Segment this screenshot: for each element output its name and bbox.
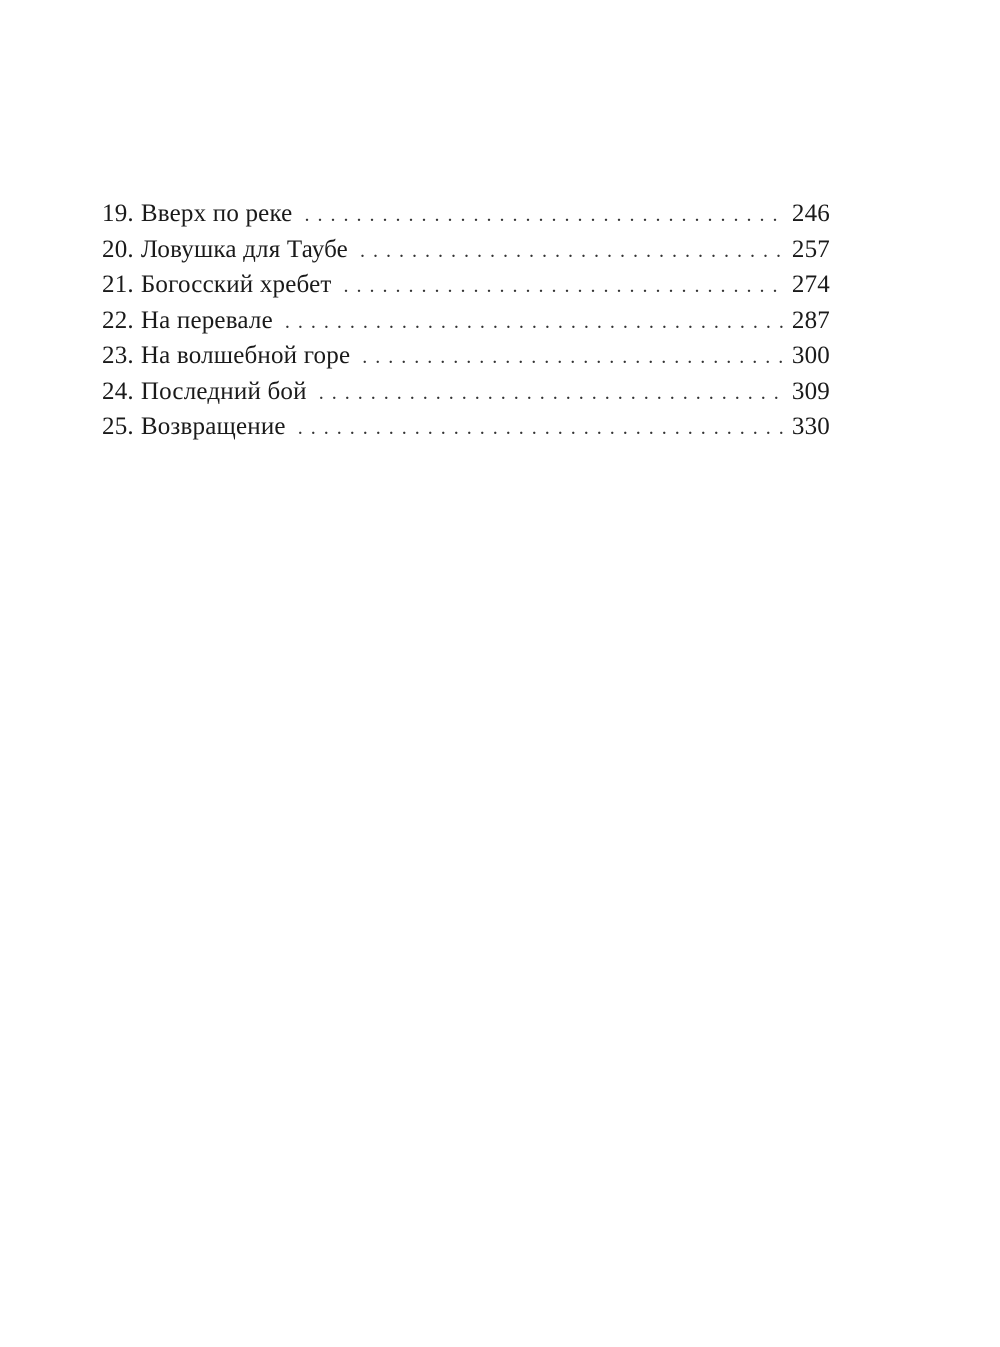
chapter-title: Вверх по реке: [140, 200, 293, 227]
chapter-number: 23.: [102, 342, 134, 369]
toc-entry: [102, 409, 830, 445]
chapter-title: Возвращение: [140, 413, 286, 440]
chapter-number: 25.: [102, 413, 134, 440]
toc-entry: [102, 267, 830, 303]
page-number: 300: [791, 342, 830, 369]
dot-leader: [360, 234, 784, 270]
page-number: 287: [791, 306, 830, 334]
toc-entry: [102, 232, 830, 268]
dot-leader: [285, 305, 784, 341]
dot-leader: [344, 269, 784, 305]
toc-entry: [102, 374, 830, 410]
toc-entry: [102, 338, 830, 374]
chapter-title: Ловушка для Таубе: [140, 235, 348, 263]
page-number: 330: [791, 413, 830, 440]
page-number: 246: [791, 200, 830, 227]
chapter-number: 20.: [102, 235, 134, 263]
chapter-title: Последний бой: [140, 377, 307, 405]
table-of-contents: [102, 196, 830, 445]
toc-entry: [102, 303, 830, 339]
page-number: 274: [791, 271, 830, 298]
chapter-title: На волшебной горе: [140, 342, 351, 369]
chapter-number: 19.: [102, 200, 134, 227]
chapter-number: 22.: [102, 306, 134, 334]
dot-leader: [319, 376, 784, 412]
dot-leader: [362, 340, 784, 376]
chapter-number: 24.: [102, 377, 134, 405]
chapter-number: 21.: [102, 271, 134, 298]
dot-leader: [298, 411, 784, 447]
page-number: 309: [791, 377, 830, 405]
dot-leader: [304, 198, 783, 234]
chapter-title: Богосский хребет: [140, 271, 332, 298]
toc-entry: [102, 196, 830, 232]
chapter-title: На перевале: [140, 306, 273, 334]
page-number: 257: [791, 235, 830, 263]
